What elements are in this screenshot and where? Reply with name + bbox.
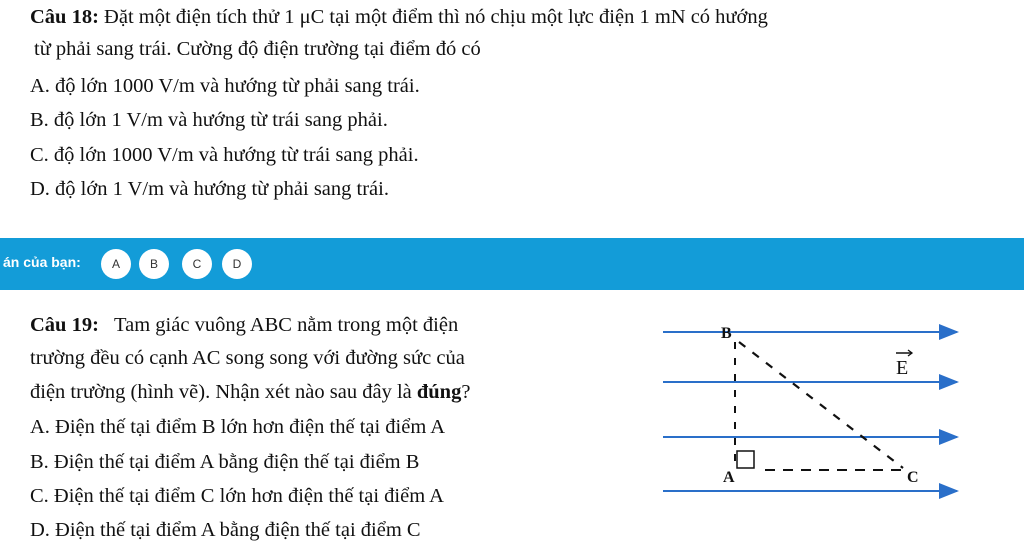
label-e: E (896, 357, 909, 379)
q18-stem-text: Đặt một điện tích thử 1 μC tại một điểm thì nó chịu một lực điện 1 mN có hướng (104, 6, 768, 28)
side-bc (739, 342, 903, 468)
q19-option-c: C. Điện thế tại điểm C lớn hơn điện thế tại điểm A (30, 485, 444, 507)
q19-stem-line3-text: điện trường (hình vẽ). Nhận xét nào sau đây là (30, 381, 417, 403)
label-c: C (907, 469, 919, 486)
q18-stem-line1 (30, 4, 768, 30)
q18-option-d: D. độ lớn 1 V/m và hướng từ phải sang trái. (30, 178, 389, 200)
triangle-field-figure (655, 318, 965, 508)
label-a: A (723, 469, 735, 486)
q19-option-a: A. Điện thế tại điểm B lớn hơn điện thế tại điểm A (30, 416, 446, 438)
q19-emphasis: đúng (416, 381, 462, 403)
q18-label: Câu 18: (30, 6, 99, 28)
answer-label: án của bạn: (3, 254, 81, 270)
q18-option-b: B. độ lớn 1 V/m và hướng từ trái sang phải. (30, 109, 388, 131)
q19-label: Câu 19: (30, 314, 99, 336)
label-b: B (721, 325, 732, 342)
answer-button-b[interactable]: B (139, 249, 169, 279)
q18-stem-line2: từ phải sang trái. Cường độ điện trường tại điểm đó có (34, 38, 481, 60)
q19-question-mark: ? (461, 381, 471, 403)
q18-option-c: C. độ lớn 1000 V/m và hướng từ trái sang phải. (30, 144, 419, 166)
figure-svg (655, 318, 965, 508)
q19-stem-line2: trường đều có cạnh AC song song với đường sức của (30, 347, 465, 369)
q19-stem-text: Tam giác vuông ABC nằm trong một điện (114, 314, 459, 336)
answer-button-d[interactable]: D (222, 249, 252, 279)
answer-button-a[interactable]: A (101, 249, 131, 279)
answer-bar (0, 238, 1024, 290)
q19-option-b: B. Điện thế tại điểm A bằng điện thế tại điểm B (30, 451, 420, 473)
q18-option-a: A. độ lớn 1000 V/m và hướng từ phải sang trái. (30, 75, 420, 97)
q19-stem-line3 (30, 379, 470, 405)
q19-option-d: D. Điện thế tại điểm A bằng điện thế tại điểm C (30, 519, 421, 541)
q19-stem-line1 (30, 312, 458, 338)
right-angle-marker (737, 451, 754, 468)
answer-button-c[interactable]: C (182, 249, 212, 279)
